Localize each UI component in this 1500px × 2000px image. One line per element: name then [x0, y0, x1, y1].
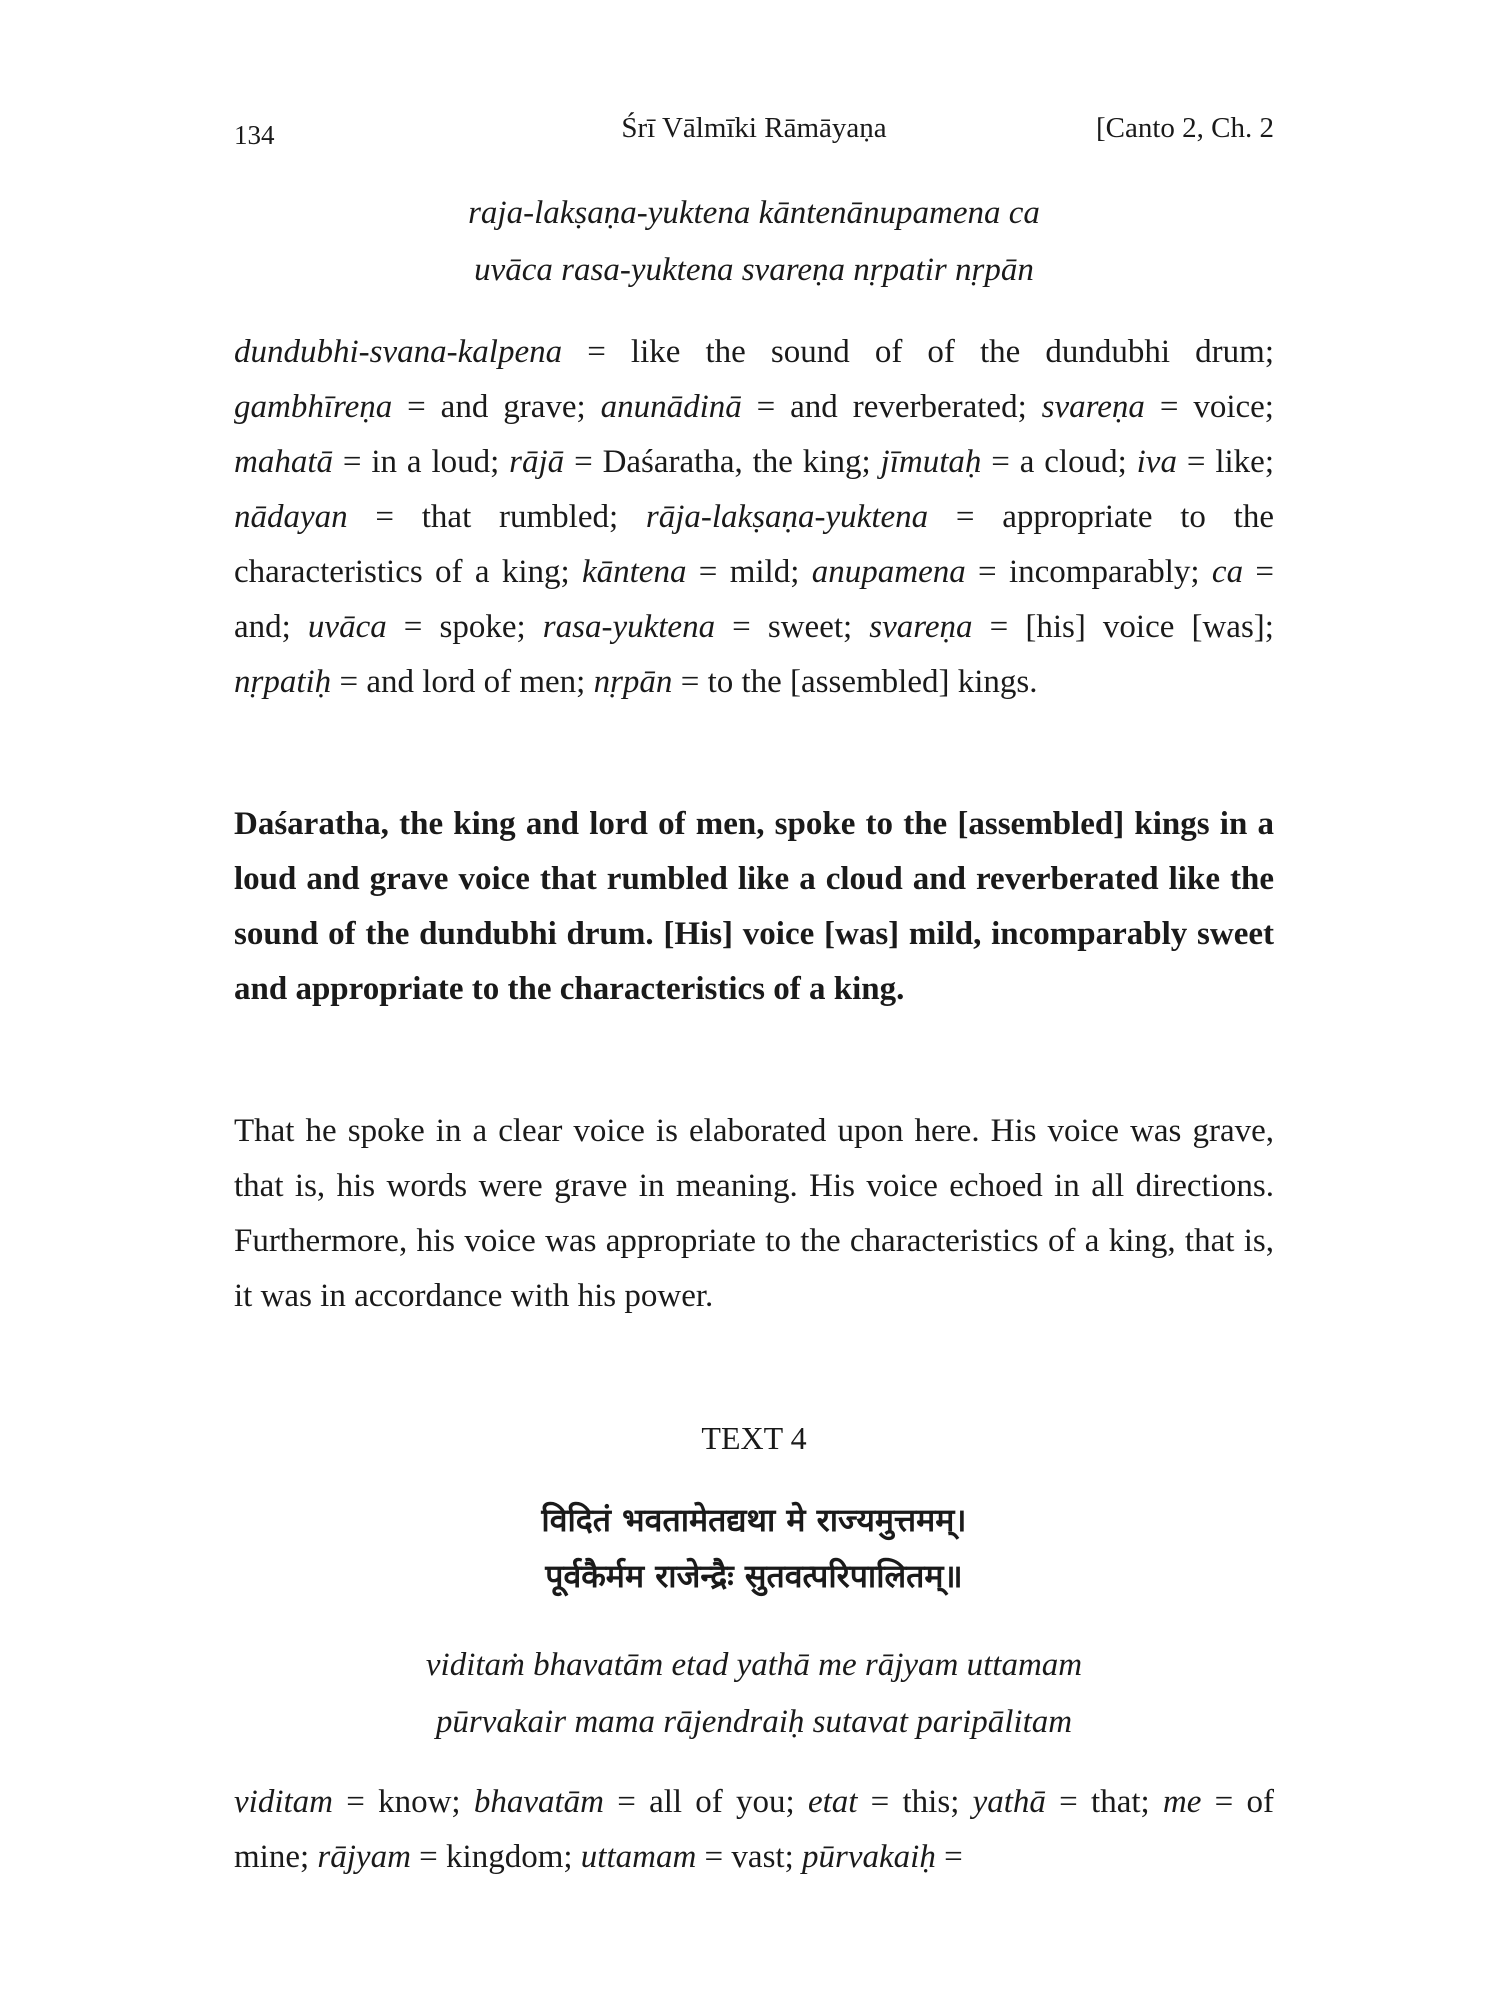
synonym-term: uttamam: [580, 1839, 697, 1875]
synonym-meaning: that rumbled: [421, 499, 609, 535]
synonym-meaning: this: [902, 1784, 951, 1820]
synonym-meaning: of mine: [234, 1784, 1274, 1875]
page-number: 134: [234, 120, 275, 150]
verse-line: uvāca rasa-yuktena svareṇa nṛpatir nṛpān: [474, 252, 1034, 288]
synonym-meaning: sweet: [767, 609, 844, 645]
synonym-term: jīmutaḥ: [880, 444, 982, 480]
synonym-term: svareṇa: [1041, 389, 1145, 425]
synonym-meaning: voice: [1193, 389, 1265, 425]
synonym-meaning: all of you: [649, 1784, 786, 1820]
synonym-meaning: and grave: [440, 389, 577, 425]
verse-line: raja-lakṣaṇa-yuktena kāntenānupamena ca: [468, 195, 1040, 231]
synonym-term: rāja-lakṣaṇa-yuktena: [645, 499, 929, 535]
synonym-term: dundubhi-svana-kalpena: [234, 334, 563, 370]
canto-chapter-label: [Canto 2, Ch. 2: [1095, 112, 1274, 144]
synonym-term: nādayan: [234, 499, 348, 535]
synonym-term: nṛpatiḥ: [234, 664, 332, 700]
book-page: [234, 0, 1274, 2000]
synonym-term: iva: [1136, 444, 1177, 480]
synonym-term: nṛpān: [593, 664, 673, 700]
devanagari-line: पूर्वकैर्मम राजेन्द्रैः सुतवत्परिपालितम्॥: [545, 1557, 963, 1595]
synonym-meaning: kingdom: [446, 1839, 564, 1875]
synonym-meaning: a cloud: [1019, 444, 1118, 480]
synonym-meaning: spoke: [439, 609, 517, 645]
synonym-meaning: that: [1091, 1784, 1141, 1820]
synonym-meaning: and lord of men: [366, 664, 577, 700]
synonym-meaning: like the sound of of the dundubhi drum: [630, 334, 1265, 370]
synonym-term: viditam: [234, 1784, 333, 1820]
synonym-term: rasa-yuktena: [542, 609, 716, 645]
synonym-term: kāntena: [581, 554, 687, 590]
synonym-meaning: and reverberated: [790, 389, 1018, 425]
synonym-term: uvāca: [307, 609, 387, 645]
text4-synonyms-paragraph: viditam = know; bhavatām = all of you; etat = this; yathā = that; me = of mine; rājyam = kingdom; uttamam = vast; pūrvakaiḥ =: [234, 1784, 1274, 1875]
synonym-term: etat: [807, 1784, 858, 1820]
synonym-term: yathā: [972, 1784, 1046, 1820]
synonym-term: gambhīreṇa: [234, 389, 393, 425]
synonyms-paragraph: dundubhi-svana-kalpena = like the sound of of the dundubhi drum; gambhīreṇa = and grave; anunādinā = and reverberated; svareṇa = voice; mahatā = in a loud; rājā = Daśaratha, the king; jīmutaḥ = a cloud; iva = like; nādayan = that rumbled; rāja-lakṣaṇa-yuktena = appropriate to the characteristics of a king; kāntena = mild; anupamena = incomparably; ca = and; uvāca = spoke; rasa-yuktena = sweet; svareṇa = [his] voice [was]; nṛpatiḥ = and lord of men; nṛpān = to the [assembled] kings.: [234, 334, 1275, 700]
devanagari-line: विदितं भवतामेतद्यथा मे राज्यमुत्तमम्।: [541, 1501, 967, 1539]
synonym-meaning: [his] voice [was]: [1025, 609, 1265, 645]
synonym-term: rājyam: [317, 1839, 411, 1875]
synonym-term: rājā: [509, 444, 565, 480]
synonym-term: me: [1162, 1784, 1202, 1820]
previous-verse-transliteration: [234, 185, 1274, 299]
synonym-meaning: Daśaratha, the king: [602, 444, 862, 480]
synonym-meaning: mild: [729, 554, 791, 590]
synonym-meaning: like: [1215, 444, 1265, 480]
synonym-term: ca: [1211, 554, 1244, 590]
synonym-meaning: vast: [731, 1839, 785, 1875]
synonym-meaning: incomparably: [1008, 554, 1191, 590]
purport-paragraph: That he spoke in a clear voice is elaborated upon here. His voice was grave, that is, his words were grave in meaning. His voice echoed in all directions. Furthermore, his voice was appropriate to the characteristics of a king, that is, it was in accordance with his power.: [234, 1113, 1274, 1314]
text-heading: TEXT 4: [701, 1420, 807, 1456]
synonym-meaning: to the [assembled] kings.: [707, 664, 1038, 700]
verse-line: viditaṁ bhavatām etad yathā me rājyam uttamam: [425, 1647, 1083, 1683]
text4-transliteration: [234, 1637, 1274, 1751]
book-title: Śrī Vālmīki Rāmāyaṇa: [621, 112, 887, 144]
synonym-term: anupamena: [811, 554, 966, 590]
synonym-term: bhavatām: [473, 1784, 604, 1820]
synonym-meaning: and: [234, 609, 282, 645]
devanagari-verse: [234, 1492, 1274, 1604]
synonym-meaning: know: [378, 1784, 452, 1820]
synonym-meaning: appropriate to the characteristics of a king: [234, 499, 1274, 590]
synonym-term: pūrvakaiḥ: [802, 1839, 936, 1875]
verse-line: pūrvakair mama rājendraiḥ sutavat paripālitam: [435, 1704, 1073, 1740]
translation-paragraph: Daśaratha, the king and lord of men, spoke to the [assembled] kings in a loud and grave voice that rumbled like a cloud and reverberated like the sound of the dundubhi drum. [His] voice [was] mild, incomparably sweet and appropriate to the characteristics of a king.: [234, 806, 1274, 1007]
synonym-term: mahatā: [234, 444, 333, 480]
synonym-term: anunādinā: [600, 389, 742, 425]
synonym-term: svareṇa: [869, 609, 973, 645]
page-header: [234, 112, 1274, 156]
synonym-meaning: in a loud: [371, 444, 491, 480]
